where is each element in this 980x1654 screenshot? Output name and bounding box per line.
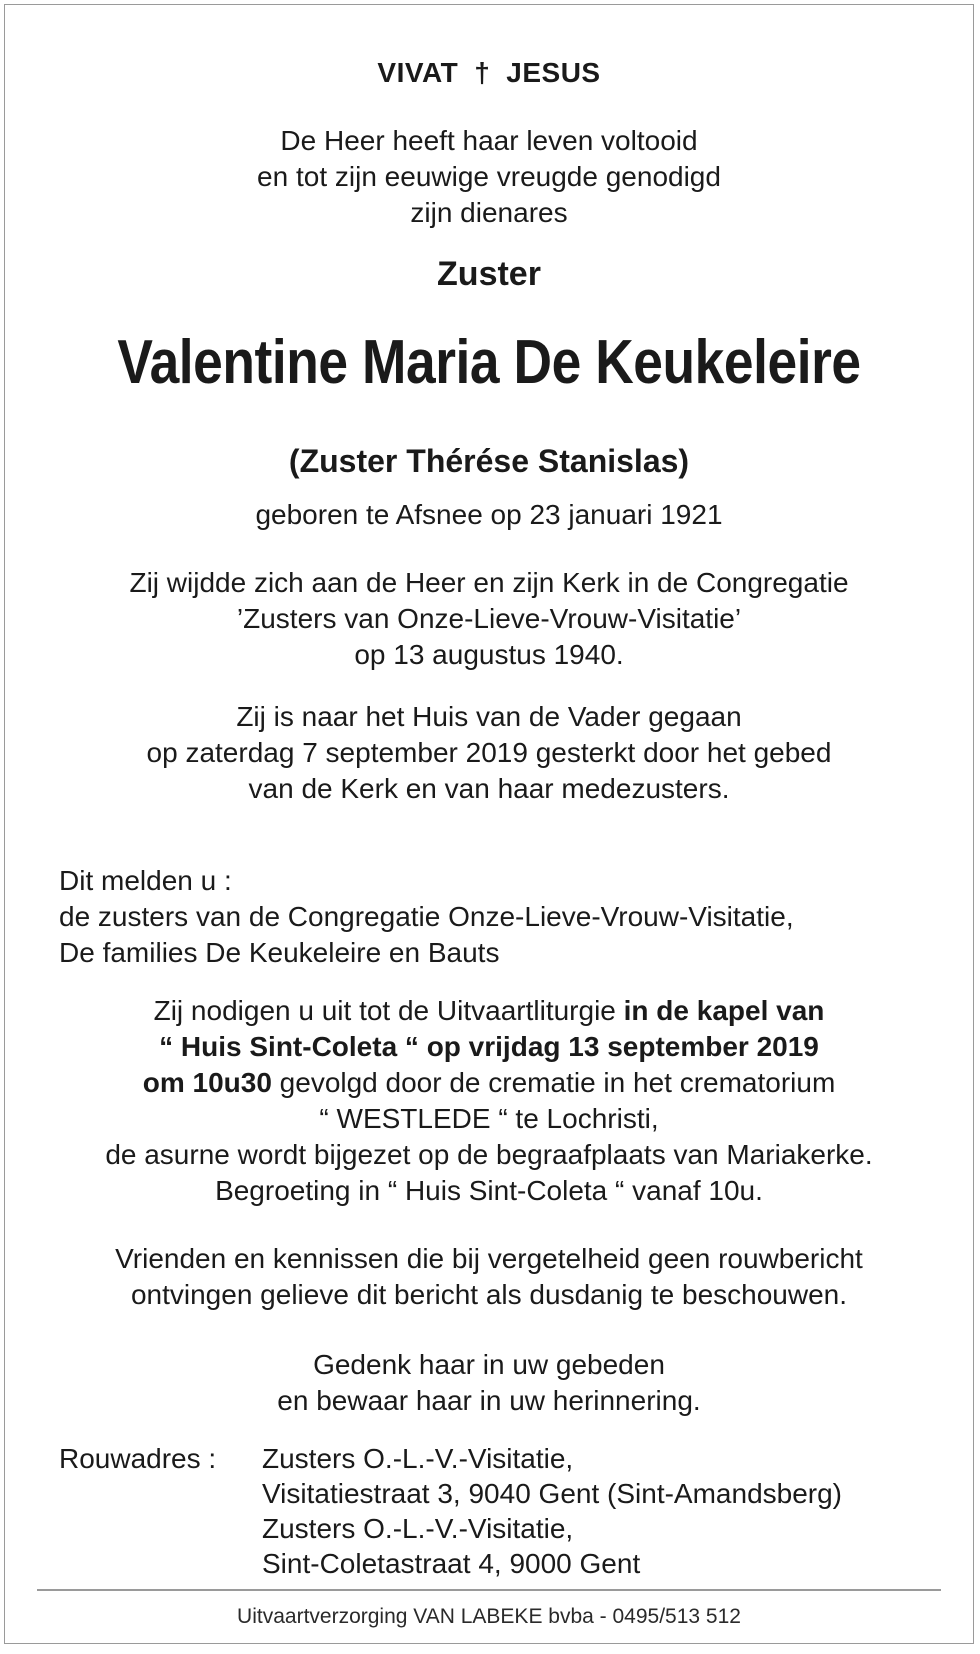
header-vivat-jesus <box>5 57 973 89</box>
vows-line: Zij wijdde zich aan de Heer en zijn Kerk in de Congregatie <box>129 567 849 598</box>
title-zuster: Zuster <box>437 255 541 293</box>
notice-text <box>5 1241 973 1313</box>
announcers-line: De families De Keukeleire en Bauts <box>59 937 500 968</box>
liturgy-invite: Zij nodigen u uit tot de Uitvaartliturgie <box>153 995 624 1026</box>
religious-name: (Zuster Thérése Stanislas) <box>288 443 690 479</box>
death-line: op zaterdag 7 september 2019 gesterkt door het gebed <box>146 737 832 768</box>
footer-funeral-director: Uitvaartverzorging VAN LABEKE bvba - 0495/513 512 <box>237 1605 741 1628</box>
death-line: Zij is naar het Huis van de Vader gegaan <box>236 701 742 732</box>
intro-line: en tot zijn eeuwige vreugde genodigd <box>257 161 721 192</box>
birth-text: geboren te Afsnee op 23 januari 1921 <box>255 499 723 530</box>
intro-line: De Heer heeft haar leven voltooid <box>280 125 698 156</box>
vows-line: ’Zusters van Onze-Lieve-Vrouw-Visitatie’ <box>236 603 742 634</box>
liturgy-time: om 10u30 <box>142 1067 272 1098</box>
liturgy-line: Begroeting in “ Huis Sint-Coleta “ vanaf 10u. <box>215 1175 763 1206</box>
vows-text <box>5 565 973 673</box>
address-line: Sint-Coletastraat 4, 9000 Gent <box>262 1548 641 1579</box>
announcers-line: de zusters van de Congregatie Onze-Lieve-Vrouw-Visitatie, <box>59 901 794 932</box>
liturgy-line: “ WESTLEDE “ te Lochristi, <box>319 1103 659 1134</box>
death-text <box>5 699 973 807</box>
liturgy-line <box>5 1065 973 1101</box>
announcers-text <box>59 863 794 971</box>
announcers-line: Dit melden u : <box>59 865 232 896</box>
header-vivat: VIVAT <box>377 57 459 88</box>
liturgy-line <box>5 993 973 1029</box>
address-line: Zusters O.-L.-V.-Visitatie, <box>262 1513 574 1544</box>
address-lines <box>262 1441 842 1581</box>
notice-line: Vrienden en kennissen die bij vergetelheid geen rouwbericht <box>115 1243 863 1274</box>
header-jesus: JESUS <box>506 57 601 88</box>
intro-text <box>5 123 973 231</box>
address-label: Rouwadres : <box>59 1443 217 1474</box>
liturgy-date: “ Huis Sint-Coleta “ op vrijdag 13 september 2019 <box>159 1031 819 1062</box>
remember-line: en bewaar haar in uw herinnering. <box>277 1385 701 1416</box>
obituary-card <box>4 4 974 1644</box>
intro-line: zijn dienares <box>410 197 568 228</box>
liturgy-line <box>5 1029 973 1065</box>
footer-divider <box>37 1589 941 1591</box>
deceased-name: Valentine Maria De Keukeleire <box>117 328 861 397</box>
liturgy-line: de asurne wordt bijgezet op de begraafplaats van Mariakerke. <box>105 1139 873 1170</box>
remember-text <box>5 1347 973 1419</box>
liturgy-cremation: gevolgd door de crematie in het crematorium <box>271 1067 836 1098</box>
address-line: Visitatiestraat 3, 9040 Gent (Sint-Amandsberg) <box>262 1478 843 1509</box>
address-line: Zusters O.-L.-V.-Visitatie, <box>262 1443 574 1474</box>
remember-line: Gedenk haar in uw gebeden <box>313 1349 665 1380</box>
vows-line: op 13 augustus 1940. <box>354 639 624 670</box>
cross-icon: † <box>474 57 491 88</box>
liturgy-location: in de kapel van <box>623 995 825 1026</box>
death-line: van de Kerk en van haar medezusters. <box>248 773 730 804</box>
notice-line: ontvingen gelieve dit bericht als dusdanig te beschouwen. <box>130 1279 848 1310</box>
liturgy-text <box>5 993 973 1209</box>
